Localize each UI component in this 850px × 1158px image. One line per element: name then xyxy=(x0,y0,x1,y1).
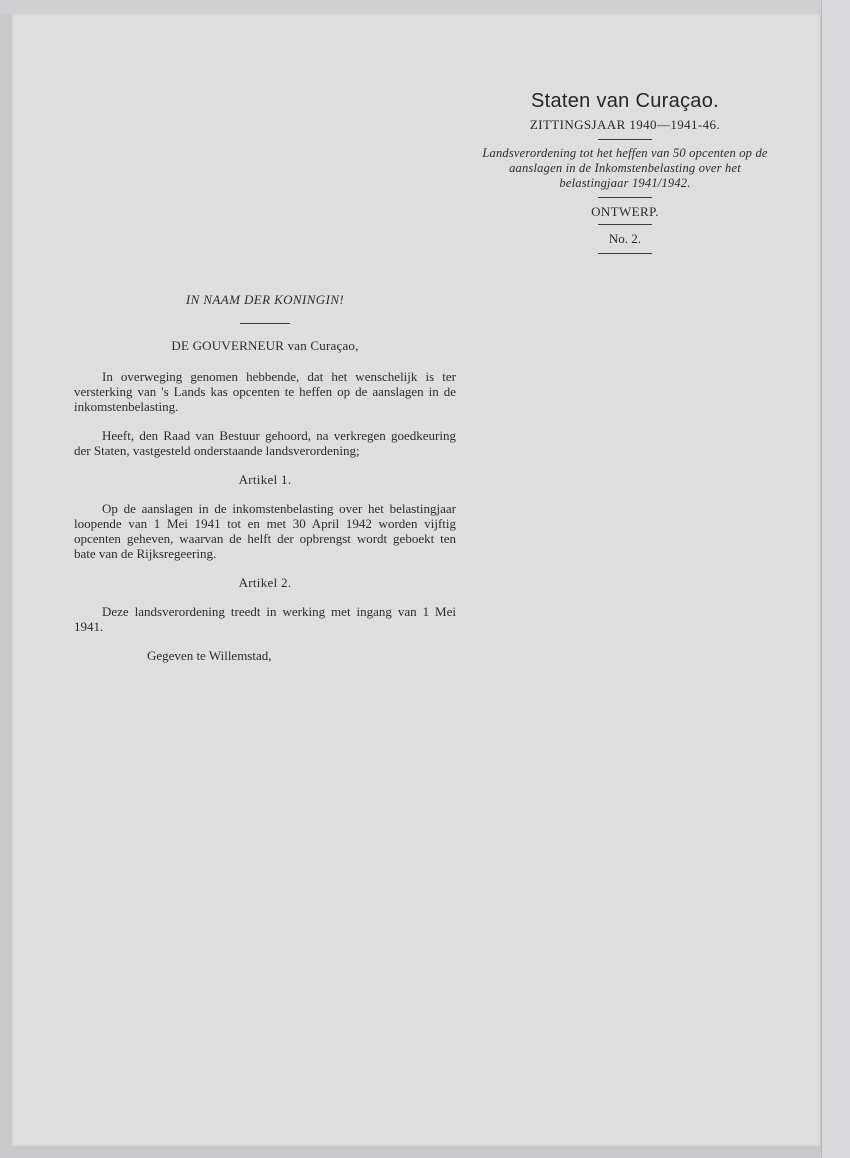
document-header xyxy=(480,90,770,258)
session-year: ZITTINGSJAAR 1940—1941-46. xyxy=(529,117,721,132)
divider xyxy=(598,139,652,140)
preamble-paragraph: In overweging genomen hebbende, dat het wenschelijk is ter versterking van 's Lands kas opcenten te heffen op de aanslagen in de inkomstenbelasting. xyxy=(74,369,456,414)
article-heading: Artikel 2. xyxy=(238,575,292,590)
scan-top-band xyxy=(0,0,850,14)
ordinance-body xyxy=(74,292,456,663)
scan-edge-strip xyxy=(821,0,850,1158)
divider xyxy=(598,253,652,254)
article-text: Deze landsverordening treedt in werking met ingang van 1 Mei 1941. xyxy=(74,604,456,634)
given-at-line: Gegeven te Willemstad, xyxy=(147,648,272,663)
article-heading: Artikel 1. xyxy=(238,472,292,487)
draft-label: ONTWERP. xyxy=(591,204,659,219)
governor-line: DE GOUVERNEUR van Curaçao, xyxy=(171,338,359,353)
ordinance-subject: Landsverordening tot het heffen van 50 opcenten op de aanslagen in de Inkomstenbelasting over het belastingjaar 1941/1942. xyxy=(482,146,768,190)
document-number: No. 2. xyxy=(608,231,642,246)
article-text: Op de aanslagen in de inkomstenbelasting over het belastingjaar loopende van 1 Mei 1941 tot en met 30 April 1942 worden vijftig opcenten geheven, waarvan de helft der opbrengst wordt geboekt ten bate van de Rijksregeering. xyxy=(74,501,456,561)
divider xyxy=(240,323,290,324)
invocation: IN NAAM DER KONINGIN! xyxy=(185,292,345,307)
document-title: Staten van Curaçao. xyxy=(530,90,720,112)
enactment-paragraph: Heeft, den Raad van Bestuur gehoord, na verkregen goedkeuring der Staten, vastgesteld onderstaande landsverordening; xyxy=(74,428,456,458)
divider xyxy=(598,197,652,198)
divider xyxy=(598,224,652,225)
